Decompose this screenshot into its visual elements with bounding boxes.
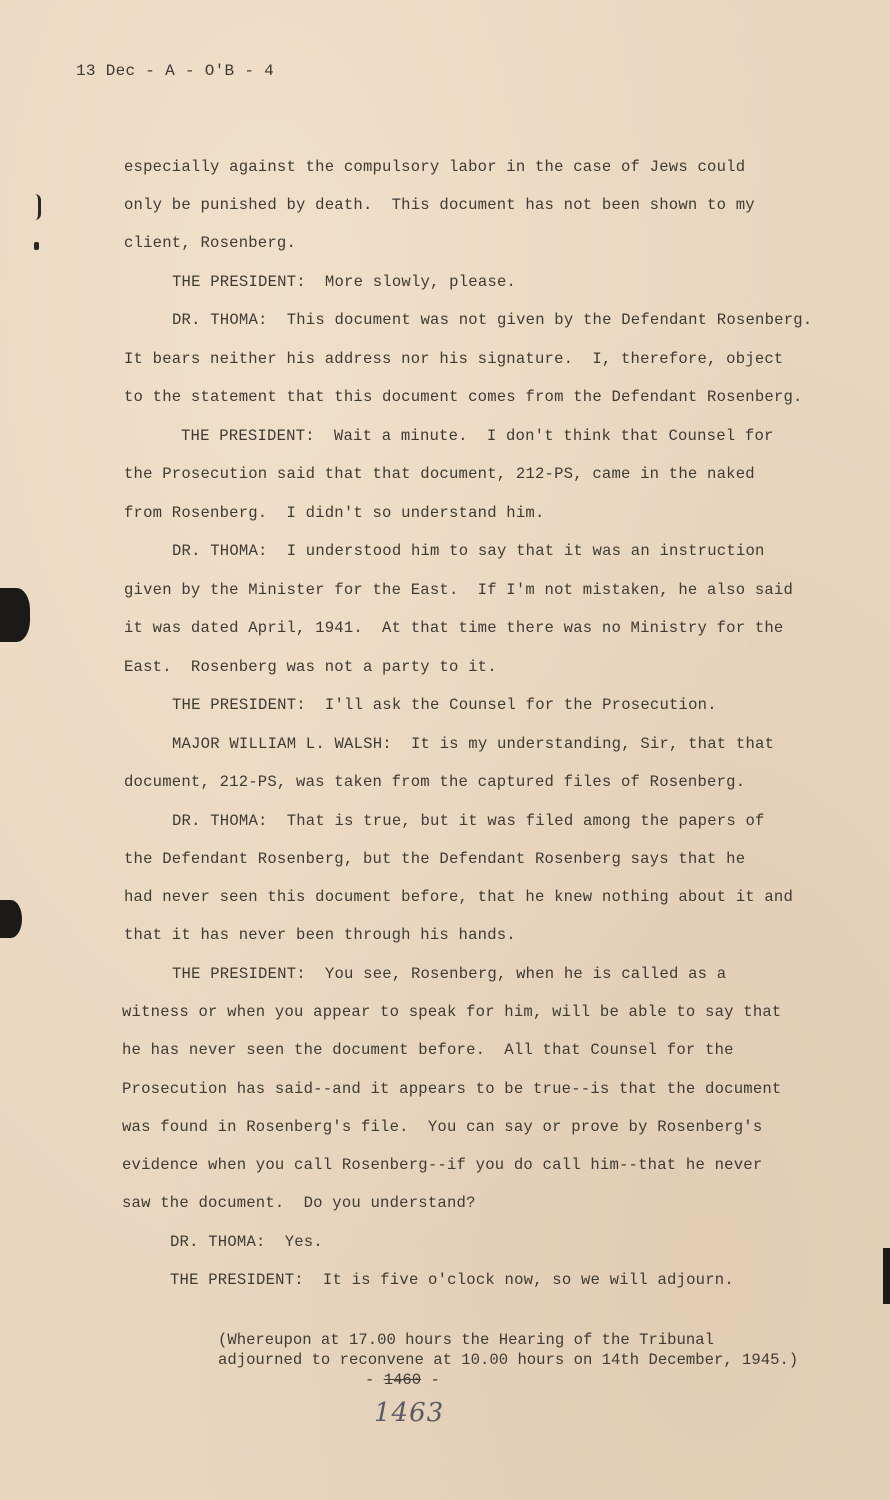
- transcript-line: DR. THOMA: I understood him to say that it was an instruction: [172, 542, 765, 560]
- adjournment-note: [218, 1330, 798, 1370]
- transcript-line: DR. THOMA: That is true, but it was filed among the papers of: [172, 812, 765, 830]
- transcript-line: THE PRESIDENT: Wait a minute. I don't think that Counsel for: [181, 427, 774, 445]
- page-header: 13 Dec - A - O'B - 4: [76, 62, 275, 80]
- transcript-line: he has never seen the document before. All that Counsel for the: [122, 1041, 734, 1059]
- punch-hole-top: [0, 588, 30, 642]
- old-page-suffix: -: [421, 1371, 440, 1389]
- transcript-line: evidence when you call Rosenberg--if you do call him--that he never: [122, 1156, 763, 1174]
- transcript-line: DR. THOMA: This document was not given by the Defendant Rosenberg.: [172, 311, 813, 329]
- bracket-mark: [34, 194, 41, 220]
- transcript-line: document, 212-PS, was taken from the captured files of Rosenberg.: [124, 773, 746, 791]
- transcript-line: the Defendant Rosenberg, but the Defendant Rosenberg says that he: [124, 850, 746, 868]
- adjournment-note-line-2: adjourned to reconvene at 10.00 hours on 14th December, 1945.): [218, 1351, 799, 1369]
- transcript-line: THE PRESIDENT: More slowly, please.: [172, 273, 517, 291]
- binding-edge-mark: [883, 1248, 890, 1304]
- transcript-line: client, Rosenberg.: [124, 234, 297, 252]
- transcript-line: especially against the compulsory labor in the case of Jews could: [124, 158, 746, 176]
- punch-hole-bottom: [0, 900, 22, 938]
- transcript-line: witness or when you appear to speak for him, will be able to say that: [122, 1003, 782, 1021]
- adjournment-note-line-1: (Whereupon at 17.00 hours the Hearing of the Tribunal: [218, 1331, 714, 1349]
- dot-mark: [34, 242, 39, 250]
- old-page-prefix: -: [365, 1371, 384, 1389]
- transcript-line: THE PRESIDENT: I'll ask the Counsel for the Prosecution.: [172, 696, 717, 714]
- transcript-line: given by the Minister for the East. If I'm not mistaken, he also said: [124, 581, 794, 599]
- transcript-line: the Prosecution said that that document, 212-PS, came in the naked: [124, 465, 755, 483]
- transcript-line: only be punished by death. This document has not been shown to my: [124, 196, 755, 214]
- transcript-line: It bears neither his address nor his signature. I, therefore, object: [124, 350, 784, 368]
- original-page-number: [365, 1371, 440, 1389]
- struck-page-number: 1460: [383, 1371, 422, 1389]
- transcript-line: that it has never been through his hands.: [124, 926, 516, 944]
- transcript-line: DR. THOMA: Yes.: [170, 1233, 323, 1251]
- transcript-line: MAJOR WILLIAM L. WALSH: It is my understanding, Sir, that that: [172, 735, 775, 753]
- transcript-line: saw the document. Do you understand?: [122, 1194, 476, 1212]
- transcript-line: Prosecution has said--and it appears to be true--is that the document: [122, 1080, 782, 1098]
- transcript-line: it was dated April, 1941. At that time there was no Ministry for the: [124, 619, 784, 637]
- transcript-line: to the statement that this document comes from the Defendant Rosenberg.: [124, 388, 803, 406]
- transcript-line: had never seen this document before, that he knew nothing about it and: [124, 888, 794, 906]
- transcript-line: from Rosenberg. I didn't so understand him.: [124, 504, 545, 522]
- transcript-line: East. Rosenberg was not a party to it.: [124, 658, 497, 676]
- transcript-line: THE PRESIDENT: You see, Rosenberg, when he is called as a: [172, 965, 727, 983]
- transcript-line: was found in Rosenberg's file. You can say or prove by Rosenberg's: [122, 1118, 763, 1136]
- handwritten-page-number: 1463: [374, 1398, 445, 1428]
- margin-bracket-mark: [32, 190, 40, 260]
- transcript-line: THE PRESIDENT: It is five o'clock now, so we will adjourn.: [170, 1271, 734, 1289]
